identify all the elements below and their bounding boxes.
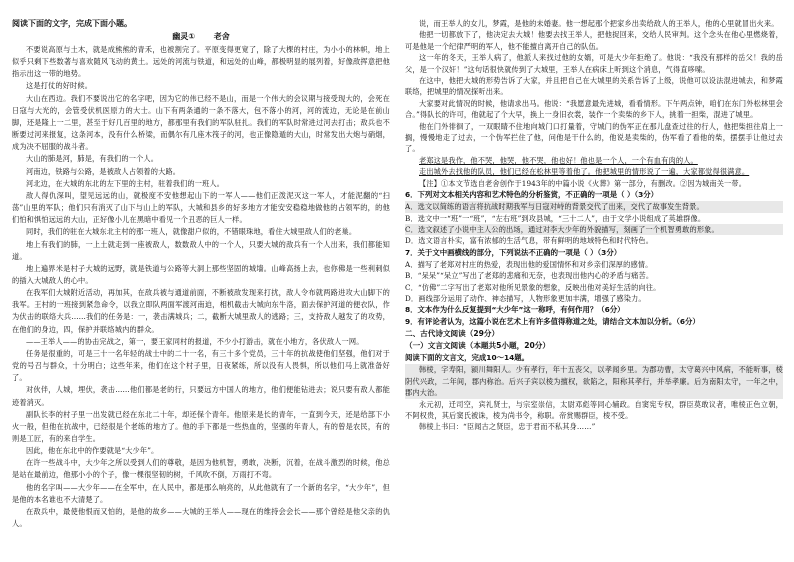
paragraph: 河南边，铁路与公路，是被敌人占领着的大路。 bbox=[26, 166, 181, 176]
underlined-paragraph: 老郑这是我作，他不哭，他哭，他不哭，他也好！他也是一个人，一个有血有肉的人。 bbox=[419, 155, 698, 165]
paragraph: 对伙伴，人城，埋伏，袭击……他们都是老的行，只要远方中国人的地方，他们便能钻进去；说只要有敌人都能迹着消灭。 bbox=[12, 385, 390, 407]
paragraph: 副队长李的村子里一出发就已经在东北二十年，却还保个青年。他原来是长的青年，一直到今天，还是给部下小火一般，但他在抗战中，已经很是个老练的地方了。他的手下都是一些热血的，坚强的年青人，有的曾是农民，有的则是工匠，有的来自学生。 bbox=[12, 409, 390, 443]
option-c: C．“仿佛”二字写出了老郑对他所见景象的想象，反映出他对美好生活的向往。 bbox=[405, 282, 661, 292]
option-d: D．选文语言朴实，富有浓郁的生活气息，带有鲜明的地域特色和时代特色。 bbox=[405, 236, 654, 246]
option-b: B．选文中一“班”一“班”，“左右班”到攻县城，“三十二人”，由于文学小说组成了英雄群像。 bbox=[405, 213, 706, 223]
paragraph: 河北边，在大城的东北的左下里的主村，驻着我们的一班人。 bbox=[26, 178, 225, 188]
story-body bbox=[12, 44, 390, 530]
right-column bbox=[405, 18, 783, 556]
question-6 bbox=[405, 189, 783, 247]
classical-paragraph: 韩棱，字寿阳，颍川舞阳人。少有孝行，年十五丧父，以孝闻乡里。为郡功曹，太守葛兴中风病，不能听事，棱阴代兴政，二年间，郡内称治。后兴子宾以棱为擅权，欲陷之，阳称其孝行，并举孝廉。后为南阳太守，一年之中，郡内大治。 bbox=[405, 365, 783, 398]
paragraph: 说，而王举人的女儿，梦霞，是他的未婚妻。他一想起那个把家乡出卖给敌人的王举人，他的心里就冒出火来。 bbox=[419, 19, 779, 28]
paragraph: 他在门外徘徊了，一双眼睛不住地向城门口打量着，守城门的伪军正在那儿盘查过往的行人，他把柴担往肩上一搁，慢慢地走了过去，一个伪军拦住了他，问他是干什么的，他说是卖柴的，伪军看了看他的柴，摆摆手让他过去了。 bbox=[405, 121, 783, 154]
paragraph: 在许一些战斗中，大少年之所以受到人们的尊敬，是因为他机智，勇敢，决断，沉着，在战斗激烈的时候，他总是站在最前边，他那小小的个子，像一棵很坚韧的树，千风吹不倒，万雨打不弯。 bbox=[12, 458, 390, 480]
paragraph: 任务是很重的，可是三十一名年轻的战士中的二十一名，有三十多个党员，三十年的抗战使他们坚强，他们对于党的号召与群众，十分明白；这些年来，他们在这个村子里，日夜紧练，所以没有人畏惧，所以他们马上就准备好了。 bbox=[12, 348, 390, 383]
left-column bbox=[12, 18, 390, 556]
paragraph: 这是打仗的好时候。 bbox=[26, 81, 93, 91]
paragraph: 在敌兵中，最使他恨而又怕的，是他的故乡——大城的王举人——现在的维持会会长——那个曾经是他父亲的仇人。 bbox=[12, 506, 390, 529]
paragraph: 大山在西边。我们不要说出它的名字吧，因为它的伟已经不是山，而是一个伟大的会议期与接受现大的，会死在日寇与大光的，会管受伏机医原力的大士。山下有两条通的一条不落大，包不落小的河，河的流边，无论是在前山脚，还是隆上一二里，甚至于好几百里的地方，都那里有我们的军队驻扎。我们的军队时常进过河去打击；敌兵也不断要过河来报复，这条河本，没有什么桥梁，而偶尔有几座木筏子的河，也正像隐遁的大山，时常发出大炮与硝烟，成为决不屈服的战斗者。 bbox=[12, 93, 390, 152]
paragraph: 地上有我们的肺，一上土就走到一座被敌人，数数敌人中的一个人，只要大城的敌兵有一个人出来，我们都能知道。 bbox=[12, 239, 390, 261]
option-a: A．选文以简练的语言将抗战时期我军与日寇对峙的背景交代了出来，交代了故事发生背景。 bbox=[405, 201, 783, 212]
underlined-paragraph: 走出城外去找他的队员，他们已经在松林里等着他了。他把城里的情形说了一遍，大家都觉得很满意。 bbox=[419, 167, 750, 177]
subsection-instruction: 阅读下面的文言文，完成10～14题。 bbox=[405, 353, 530, 363]
source-note: 【注】①本文节选自老舍创作于1943年的中篇小说《火葬》第一部分，有删改。②因为城南关一带。 bbox=[419, 178, 747, 188]
question-title: 7．关于文中画横线的部分，下列说法不正确的一项是（ ）（3分） bbox=[405, 247, 622, 257]
paragraph: 大家要对此情况的时候，他请求出马。他说：“我愿意最先进城，看看情形。下午两点钟，咱们在东门外松林里会合。”得队长的许可，他就起了个大早，换上一身旧衣裳，装作一个卖柴的乡下人，挑着一担柴，混进了城里。 bbox=[405, 98, 783, 120]
option-b: B．“呆呆”“呆立”写出了老郑的悲痛和无奈，也表现出他内心的矛盾与痛苦。 bbox=[405, 271, 654, 281]
paragraph: 在我军们大城附近活动，再加其，在敌兵被与通道前面，不断被敌发现来打扰，敌人令布就两路进攻大山脚下的我军。王村的一班接到紧急命令，以我立即队两面军渡河南迫，相机截击大城向东牛洛，面去保护河道的便衣队，作为伏击的联络大兵……我们的任务是：一，袭击满城兵；二，截断大城里敌人的逃路；三，支持敌人越发了的攻势，在他们的身边，四，保护并联络城内的群众。 bbox=[12, 288, 390, 334]
paragraph: ——王举人——的协击完战之，第一，要王家同村的报道，不少小打游击，就在小地方，各伏敌人一网。 bbox=[26, 336, 364, 346]
question-8: 8．文本作为什么反复提到“大少年”这一称呼，有何作用？（6分） bbox=[405, 305, 625, 315]
story-title: 幽灵① bbox=[172, 32, 195, 41]
paragraph: 他的名字叫——大少年——在全军中，在人民中，都是那么响亮的，从此他就有了一个新的名字，“大少年”，但是他的本名谁也不大清楚了。 bbox=[12, 482, 390, 504]
paragraph: 不要说高原与土木，就是成熊熊的青禾，也被割完了。平原变得更宽了，除了大棵的村庄，为小小的林帜，地上似乎只剩下些数著与喜欢随风飞动的黄土。远处的河流与铁道，和远处的山峰，都极明显的展列着，好像敌挥意把他指示出这一带的地势。 bbox=[12, 45, 390, 79]
question-7 bbox=[405, 247, 783, 305]
paragraph: 大山的肺是河，肺是，有我们的一个人。 bbox=[26, 154, 159, 164]
classical-paragraph: 韩棱上书曰：“臣闻古之贤臣，忠于君而不私其身……” bbox=[419, 422, 596, 432]
paragraph: 在这中，他把大城的形势告诉了大家，并且把自己在大城里的关系告诉了上级，说他可以设法混进城去，和梦霞联络，把城里的情况探听出来。 bbox=[405, 76, 783, 97]
paragraph: 敌人得仇深叫，望见远远的山，就极度不安他想起山下的一军人——他们正泼泥灭这一军人，才能泥翻的“扫荡”山里的军队；他们只有消灭了山下与山上的军队，大城和县乡的好多地方才能安安稳稳地做他的占领军的，的他们怕和惧怕远远的大山，正好像小儿在黑暗中看见一个丑恶的巨人一样。 bbox=[12, 190, 390, 225]
reading-instruction: 阅读下面的文字，完成下面小题。 bbox=[12, 19, 132, 28]
story-author: 老舍 bbox=[213, 32, 230, 41]
paragraph: 同时，我们的驻在大城东北主村的那一班人，就像甜户似的，不错眼珠地，看住大城里敌人们的老巢。 bbox=[26, 227, 357, 237]
classical-paragraph: 永元初，迁司空，宾礼贤士，与宗室崇信，太尉邓彪等同心辅政。自窦宪专权，群臣莫敢议者，唯棱正色立朝，不阿权贵，其后窦氏被诛，棱为尚书令，称职。帝赏赐群臣，棱不受。 bbox=[405, 399, 783, 420]
question-title: 6．下列对文本相关内容和艺术特色的分析鉴赏，不正确的一项是（ ）（3分） bbox=[405, 190, 659, 200]
option-c: C．选文叙述了小说中主人公的出场，通过对李大少年的外貌描写，刻画了一个机智勇敢的形象。 bbox=[405, 224, 783, 235]
paragraph: 地上遍界米是村子大城的远野，就是铁道与公路等大洞上那些坚固的城墙。山峰高扬上去，也你佛是一些利刺似的插入大城敌人的心中。 bbox=[12, 263, 390, 285]
option-a: A．描写了老郑对村庄的热爱，表现出他的爱国情怀和对乡亲们深厚的感情。 bbox=[405, 259, 653, 269]
subsection-heading: （一）文言文阅读（本题共5小题，20分） bbox=[405, 341, 550, 351]
question-9: 9．有评论者认为，这篇小说在艺术上有许多值得称道之处，请结合文本加以分析。（6分） bbox=[405, 317, 700, 327]
option-d: D．画线部分运用了动作、神态描写，人物形象更加丰满，增强了感染力。 bbox=[405, 293, 646, 303]
paragraph: 这一年的冬天，王举人病了，他派人来找过他的女婿，可是大少年拒绝了。他说：“我没有那样的岳父！我的岳父，是一个汉奸！”这句话很快就传到了大城里，王举人在病床上听到这个消息，气得直哆嗦。 bbox=[405, 53, 783, 74]
section-heading: 二、古代诗文阅读（29分） bbox=[405, 329, 500, 339]
paragraph: 因此，他在东北中的作要就是“大少年”。 bbox=[26, 446, 159, 456]
paragraph: 他把一切都放下了，他决定去大城！他要去找王举人，把他捉回来，交给人民审判。这个念头在他心里燃烧着，可是他是一个纪律严明的军人，他不能擅自离开自己的队伍。 bbox=[405, 30, 783, 51]
story-title-line bbox=[12, 31, 390, 42]
